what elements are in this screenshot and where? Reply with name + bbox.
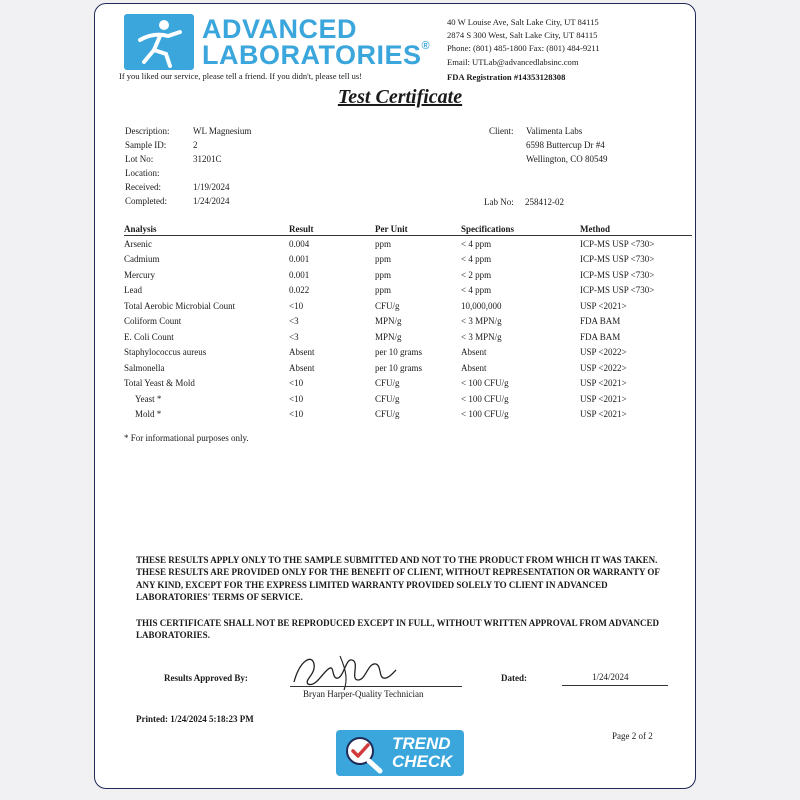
cell-method: FDA BAM (580, 316, 621, 327)
disclaimer-results: THESE RESULTS APPLY ONLY TO THE SAMPLE SUBMITTED AND NOT TO THE PRODUCT FROM WHICH IT WAS TAKEN. THESE RESULTS ARE PROVIDED ONLY FOR THE BENEFIT OF CLIENT, WITHOUT REPRESENTATION OR WARRANTY OF ANY KIND, EXCEPT FOR THE EXPRESS LIMITED WARRANTY PROVIDED SOLELY TO CLIENT IN ADVANCED LABORATORIES' TERMS OF SERVICE. (136, 555, 660, 603)
cell-spec: < 100 CFU/g (461, 378, 509, 389)
cell-result: <3 (289, 316, 299, 327)
cell-result: 0.001 (289, 269, 310, 280)
trend-check-text (392, 735, 452, 771)
logo-text-advanced: ADVANCED (202, 14, 358, 44)
table-row (124, 407, 692, 423)
cell-unit: CFU/g (375, 300, 400, 311)
cell-result: Absent (289, 362, 315, 373)
cell-analysis: Mercury (124, 269, 155, 280)
cell-unit: per 10 grams (375, 362, 422, 373)
table-row (124, 329, 692, 345)
received-value: 1/19/2024 (193, 182, 230, 192)
cell-method: ICP-MS USP <730> (580, 285, 655, 296)
lab-no-label: Lab No: (484, 197, 514, 207)
cell-result: <10 (289, 378, 304, 389)
sample-id-value: 2 (193, 140, 198, 150)
cell-unit: ppm (375, 269, 392, 280)
check-text: CHECK (392, 752, 453, 771)
runner-logo-icon (124, 14, 194, 70)
cell-analysis: Mold * (135, 409, 162, 420)
lot-no-value: 31201C (193, 154, 222, 164)
table-row (124, 283, 692, 299)
description-label: Description: (125, 126, 170, 136)
cell-unit: MPN/g (375, 316, 402, 327)
approval-date: 1/24/2024 (592, 672, 629, 682)
disclaimer-reproduction: THIS CERTIFICATE SHALL NOT BE REPRODUCED EXCEPT IN FULL, WITHOUT WRITTEN APPROVAL FROM ADVANCED LABORATORIES. (136, 618, 659, 641)
header-specifications: Specifications (461, 222, 580, 236)
cell-analysis: Staphylococcus aureus (124, 347, 207, 358)
table-row (124, 360, 692, 376)
email: Email: UTLab@advancedlabsinc.com (447, 57, 579, 67)
date-line (562, 685, 668, 686)
table-row (124, 252, 692, 268)
description-value: WL Magnesium (193, 126, 252, 136)
cell-spec: < 3 MPN/g (461, 331, 502, 342)
header-per-unit: Per Unit (375, 222, 461, 236)
cell-spec: Absent (461, 362, 487, 373)
footnote: * For informational purposes only. (124, 433, 249, 443)
cell-analysis: Coliform Count (124, 316, 182, 327)
lab-no-value: 258412-02 (525, 197, 564, 207)
cell-analysis: Salmonella (124, 362, 165, 373)
client-name: Valimenta Labs (526, 126, 583, 136)
printed-timestamp: Printed: 1/24/2024 5:18:23 PM (136, 714, 254, 724)
lot-no-label: Lot No: (125, 154, 154, 164)
header-method: Method (580, 222, 692, 236)
trend-text: TREND (392, 734, 451, 753)
client-city: Wellington, CO 80549 (526, 154, 608, 164)
location-label: Location: (125, 168, 160, 178)
phone-fax: Phone: (801) 485-1800 Fax: (801) 484-9211 (447, 43, 600, 53)
cell-analysis: Lead (124, 285, 142, 296)
cell-unit: ppm (375, 238, 392, 249)
client-label: Client: (489, 126, 514, 136)
cell-method: USP <2021> (580, 409, 627, 420)
cell-unit: MPN/g (375, 331, 402, 342)
cell-spec: < 100 CFU/g (461, 409, 509, 420)
cell-analysis: Total Yeast & Mold (124, 378, 195, 389)
cell-spec: < 4 ppm (461, 238, 492, 249)
table-row (124, 236, 692, 252)
tagline: If you liked our service, please tell a friend. If you didn't, please tell us! (119, 71, 362, 81)
cell-analysis: Yeast * (135, 393, 162, 404)
fda-registration: FDA Registration #14353128308 (447, 72, 566, 82)
cell-analysis: E. Coli Count (124, 331, 174, 342)
address-line-2: 2874 S 300 West, Salt Lake City, UT 84115 (447, 30, 598, 40)
cell-method: ICP-MS USP <730> (580, 254, 655, 265)
cell-unit: CFU/g (375, 409, 400, 420)
cell-method: FDA BAM (580, 331, 621, 342)
cell-spec: < 4 ppm (461, 254, 492, 265)
cell-method: ICP-MS USP <730> (580, 269, 655, 280)
results-table (124, 222, 692, 422)
table-header-row (124, 222, 692, 236)
cell-result: 0.001 (289, 254, 310, 265)
cell-result: 0.022 (289, 285, 310, 296)
cell-result: 0.004 (289, 238, 310, 249)
address-line-1: 40 W Louise Ave, Salt Lake City, UT 84115 (447, 17, 599, 27)
cell-spec: Absent (461, 347, 487, 358)
cell-spec: < 100 CFU/g (461, 393, 509, 404)
cell-analysis: Arsenic (124, 238, 152, 249)
completed-label: Completed: (125, 196, 167, 206)
cell-method: USP <2021> (580, 378, 627, 389)
cell-analysis: Total Aerobic Microbial Count (124, 300, 236, 311)
cell-method: ICP-MS USP <730> (580, 238, 655, 249)
page-title: Test Certificate (337, 86, 463, 108)
cell-result: <10 (289, 300, 304, 311)
cell-unit: ppm (375, 254, 392, 265)
completed-value: 1/24/2024 (193, 196, 230, 206)
cell-method: USP <2021> (580, 393, 627, 404)
signature-line (290, 686, 462, 687)
trend-check-badge (336, 730, 464, 776)
logo-text-laboratories: LABORATORIES® (202, 40, 431, 70)
cell-result: <3 (289, 331, 299, 342)
signer-name: Bryan Harper-Quality Technician (303, 689, 424, 699)
page-number: Page 2 of 2 (612, 731, 653, 741)
client-street: 6598 Buttercup Dr #4 (526, 140, 605, 150)
cell-unit: per 10 grams (375, 347, 422, 358)
cell-unit: ppm (375, 285, 392, 296)
table-row (124, 267, 692, 283)
cell-method: USP <2022> (580, 362, 627, 373)
cell-method: USP <2021> (580, 300, 627, 311)
table-row (124, 314, 692, 330)
table-row (124, 298, 692, 314)
cell-result: <10 (289, 409, 304, 420)
cell-unit: CFU/g (375, 378, 400, 389)
sample-id-label: Sample ID: (125, 140, 167, 150)
cell-unit: CFU/g (375, 393, 400, 404)
cell-result: Absent (289, 347, 315, 358)
table-row (124, 376, 692, 392)
cell-spec: < 3 MPN/g (461, 316, 502, 327)
cell-spec: 10,000,000 (461, 300, 502, 311)
cell-spec: < 4 ppm (461, 285, 492, 296)
table-row (124, 345, 692, 361)
dated-label: Dated: (501, 673, 527, 683)
table-row (124, 391, 692, 407)
cell-analysis: Cadmium (124, 254, 160, 265)
cell-result: <10 (289, 393, 304, 404)
header-result: Result (289, 222, 375, 236)
magnifier-check-icon (342, 734, 386, 779)
received-label: Received: (125, 182, 161, 192)
approved-by-label: Results Approved By: (164, 673, 248, 683)
header-analysis: Analysis (124, 222, 289, 236)
cell-method: USP <2022> (580, 347, 627, 358)
cell-spec: < 2 ppm (461, 269, 492, 280)
